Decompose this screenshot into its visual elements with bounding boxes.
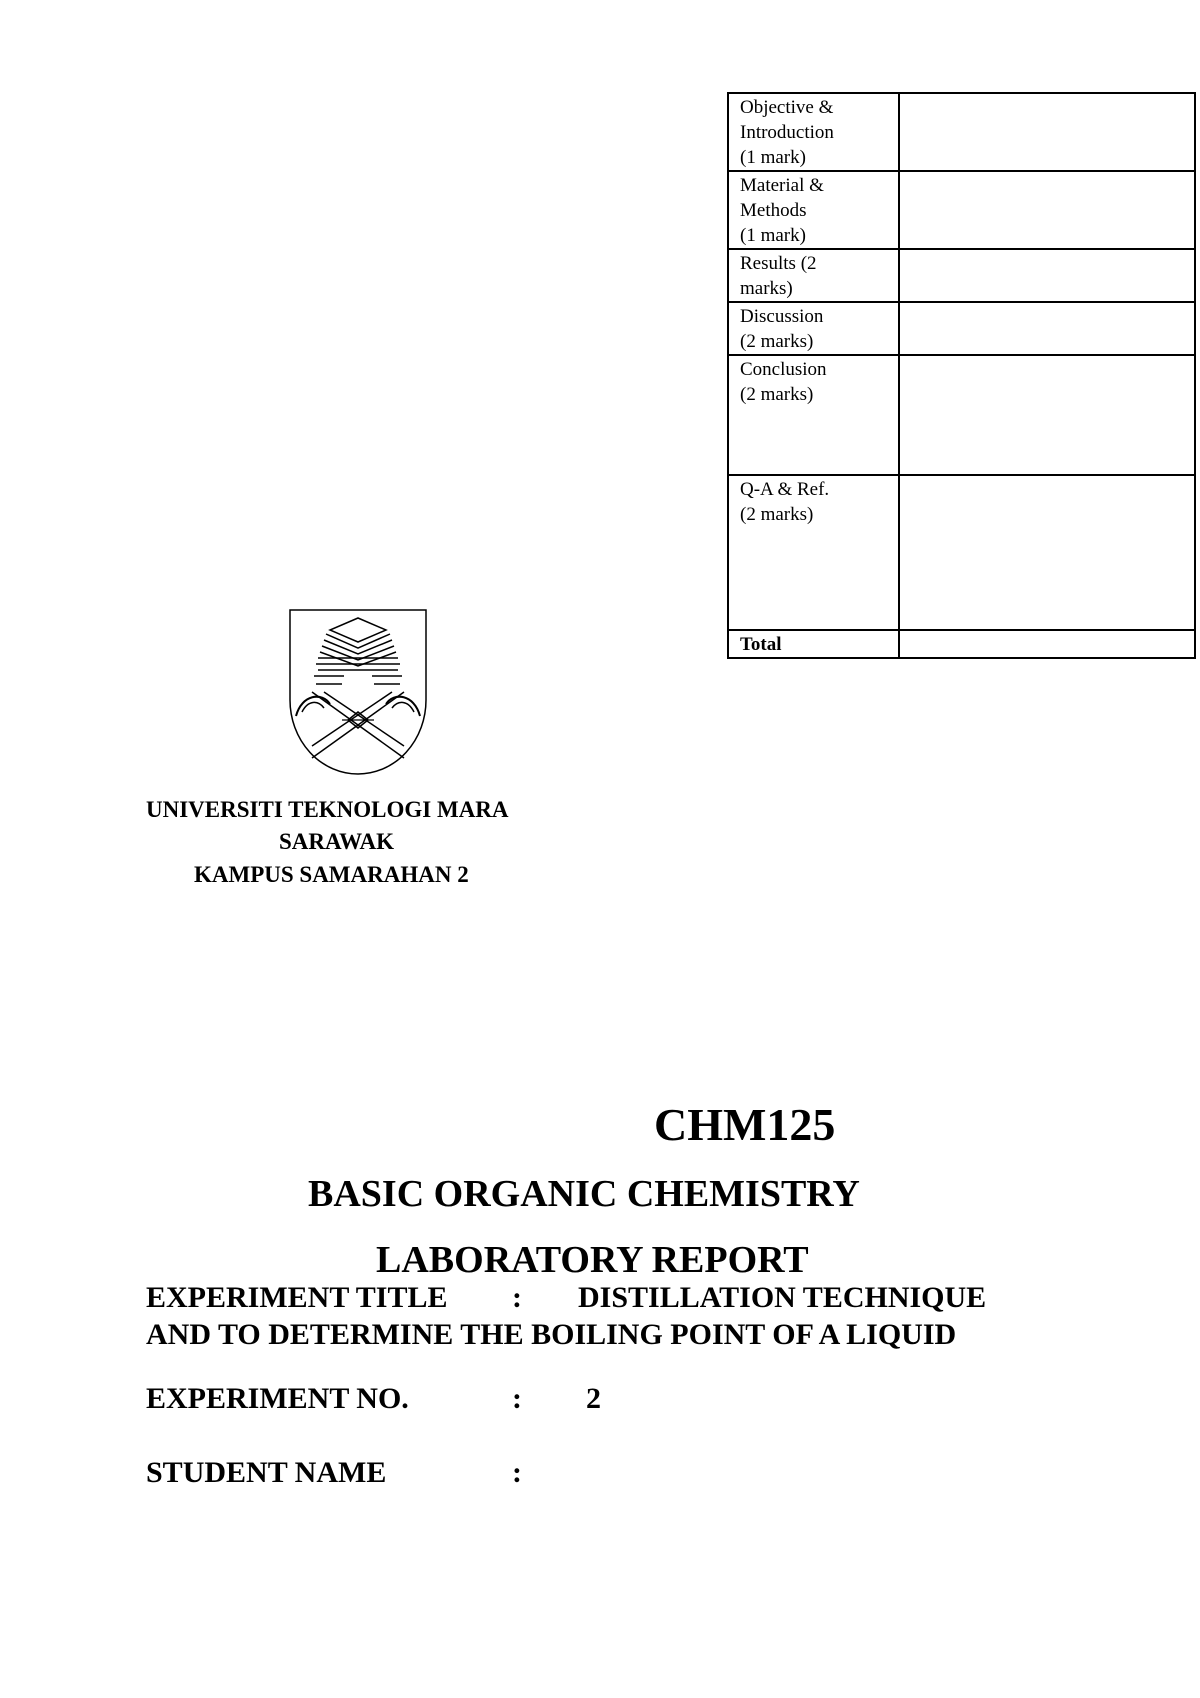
total-value[interactable] bbox=[899, 630, 1195, 658]
marks-row bbox=[728, 475, 1195, 630]
university-name: UNIVERSITI TEKNOLOGI MARA bbox=[146, 797, 509, 822]
criterion-cell: Material & Methods (1 mark) bbox=[728, 171, 899, 249]
criterion-cell: Conclusion (2 marks) bbox=[728, 355, 899, 475]
course-name: BASIC ORGANIC CHEMISTRY bbox=[308, 1173, 860, 1215]
university-crest-icon bbox=[288, 608, 428, 776]
experiment-number-label: EXPERIMENT NO. bbox=[146, 1382, 409, 1415]
experiment-title-value: DISTILLATION TECHNIQUE bbox=[578, 1281, 987, 1314]
marks-row bbox=[728, 249, 1195, 302]
experiment-number-colon: : bbox=[512, 1382, 522, 1415]
score-cell[interactable] bbox=[899, 249, 1195, 302]
experiment-number-value: 2 bbox=[586, 1382, 601, 1415]
marks-row bbox=[728, 355, 1195, 475]
total-label: Total bbox=[728, 630, 899, 658]
student-name-colon: : bbox=[512, 1456, 522, 1489]
experiment-title-value-cont: AND TO DETERMINE THE BOILING POINT OF A LIQUID bbox=[146, 1318, 957, 1351]
score-cell[interactable] bbox=[899, 302, 1195, 355]
university-campus: KAMPUS SAMARAHAN 2 bbox=[194, 862, 469, 887]
marks-total-row bbox=[728, 630, 1195, 658]
marks-row bbox=[728, 93, 1195, 171]
marks-table bbox=[727, 92, 1196, 659]
report-type: LABORATORY REPORT bbox=[376, 1239, 809, 1281]
score-cell[interactable] bbox=[899, 355, 1195, 475]
criterion-cell: Objective & Introduction (1 mark) bbox=[728, 93, 899, 171]
score-cell[interactable] bbox=[899, 475, 1195, 630]
course-code: CHM125 bbox=[654, 1099, 836, 1150]
score-cell[interactable] bbox=[899, 171, 1195, 249]
marks-row bbox=[728, 302, 1195, 355]
university-state: SARAWAK bbox=[279, 829, 395, 854]
experiment-title-colon: : bbox=[512, 1281, 522, 1314]
criterion-cell: Discussion (2 marks) bbox=[728, 302, 899, 355]
experiment-title-label: EXPERIMENT TITLE bbox=[146, 1281, 448, 1314]
criterion-cell: Q-A & Ref. (2 marks) bbox=[728, 475, 899, 630]
criterion-cell: Results (2 marks) bbox=[728, 249, 899, 302]
score-cell[interactable] bbox=[899, 93, 1195, 171]
marks-row bbox=[728, 171, 1195, 249]
student-name-label: STUDENT NAME bbox=[146, 1456, 387, 1489]
